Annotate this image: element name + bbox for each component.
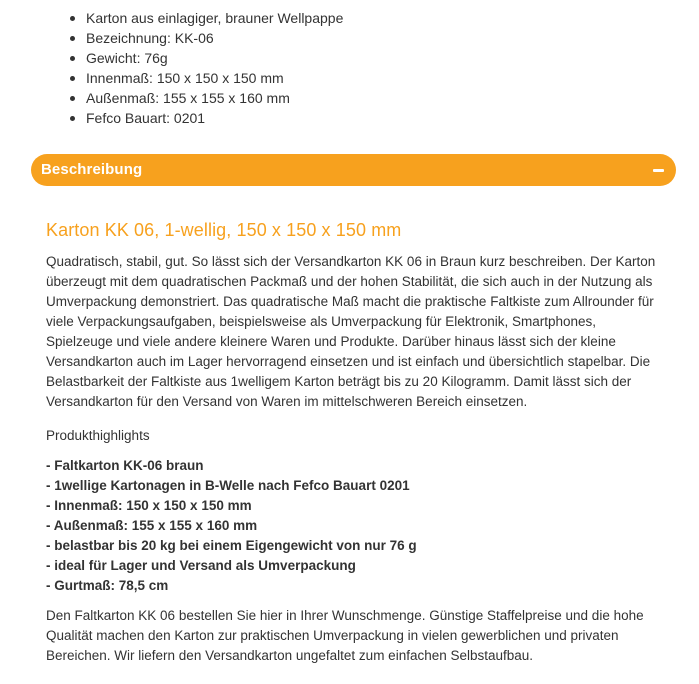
description-intro: Quadratisch, stabil, gut. So lässt sich der Versandkarton KK 06 in Braun kurz beschreiben. Der Karton überzeugt mit dem quadratischen Packmaß und der hohen Stabilität, die sich auch in der Nutzung als Umverpackung demonstriert. Das quadratische Maß macht die praktische Faltkiste zum Allrounder für viele Verpackungsaufgaben, beispielsweise als Umverpackung für Elektronik, Smartphones, Spielzeuge und viele andere kleinere Waren und Produkte. Darüber hinaus lässt sich der kleine Versandkarton auch im Lager hervorragend einsetzen und ist einfach und übersichtlich stapelbar. Die Belastbarkeit der Faltkiste aus 1welligem Karton beträgt bis zu 20 Kilogramm. Damit lässt sich der Versandkarton für den Versand von Waren im mittelschweren Bereich einsetzen. [46,254,656,409]
description-closing: Den Faltkarton KK 06 bestellen Sie hier in Ihrer Wunschmenge. Günstige Staffelpreise und die hohe Qualität machen den Karton zur praktischen Umverpackung in vielen gewerblichen und privaten Bereichen. Wir liefern den Versandkarton ungefaltet zum einfachen Selbstaufbau. [46,608,644,663]
highlight-item: - Faltkarton KK-06 braun [46,458,204,473]
highlight-item: - ideal für Lager und Versand als Umverpackung [46,558,356,573]
product-title: Karton KK 06, 1-wellig, 150 x 150 x 150 mm [46,220,402,240]
highlight-item: - belastbar bis 20 kg bei einem Eigengewicht von nur 76 g [46,538,417,553]
spec-item-inner-dimensions: Innenmaß: 150 x 150 x 150 mm [0,68,343,88]
description-accordion-header[interactable] [31,154,676,186]
spec-item-fefco-type: Fefco Bauart: 0201 [0,108,343,128]
spec-item-designation: Bezeichnung: KK-06 [0,28,343,48]
highlights-heading: Produkthighlights [46,428,150,443]
highlights-list [46,456,666,596]
spec-item-weight: Gewicht: 76g [0,48,343,68]
spec-item-material: Karton aus einlagiger, brauner Wellpappe [0,8,343,28]
highlight-item: - 1wellige Kartonagen in B-Welle nach Fefco Bauart 0201 [46,478,410,493]
spec-list [0,8,343,128]
accordion-title: Beschreibung [41,161,143,178]
highlight-item: - Außenmaß: 155 x 155 x 160 mm [46,518,258,533]
description-panel [46,218,666,666]
minus-icon[interactable] [653,169,664,172]
spec-item-outer-dimensions: Außenmaß: 155 x 155 x 160 mm [0,88,343,108]
highlight-item: - Gurtmaß: 78,5 cm [46,578,169,593]
highlight-item: - Innenmaß: 150 x 150 x 150 mm [46,498,252,513]
